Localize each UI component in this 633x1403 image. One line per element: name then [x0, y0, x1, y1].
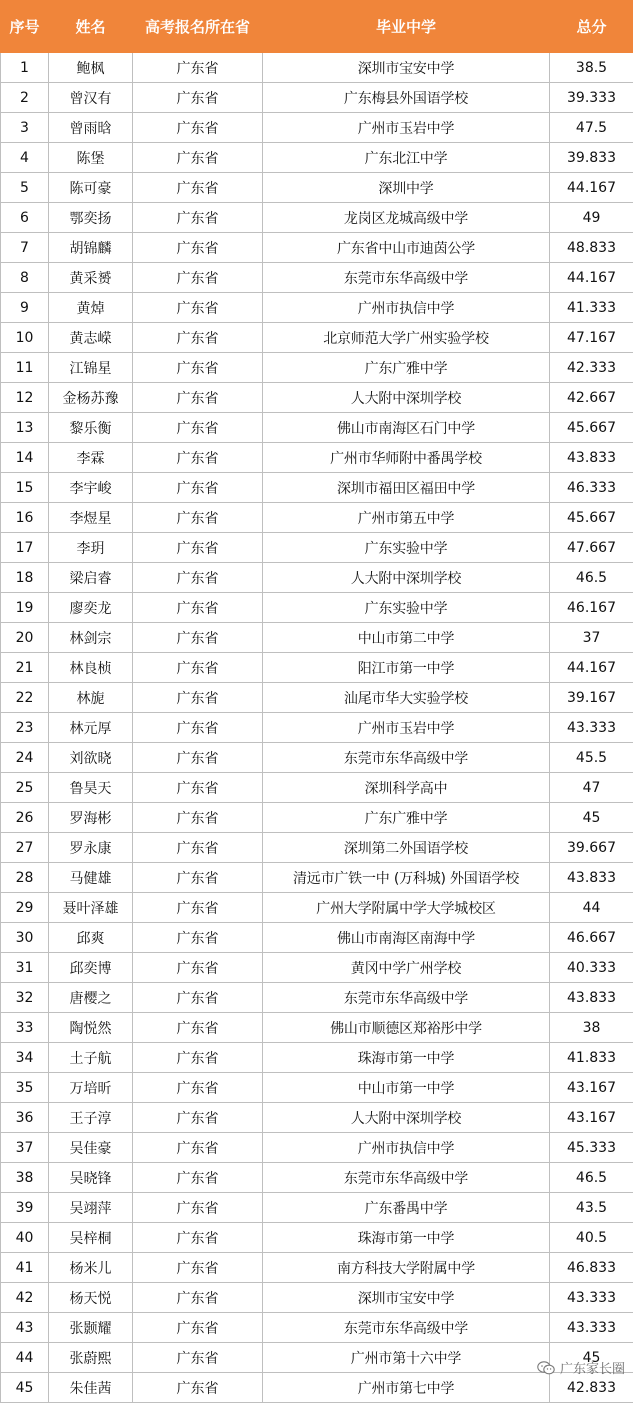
cell-score: 46.833: [550, 1253, 633, 1283]
cell-name: 王子淳: [49, 1103, 133, 1133]
cell-school: 深圳中学: [263, 173, 550, 203]
cell-school: 广东省中山市迪茵公学: [263, 233, 550, 263]
cell-province: 广东省: [133, 773, 263, 803]
cell-score: 46.667: [550, 923, 633, 953]
cell-index: 14: [1, 443, 49, 473]
cell-score: 43.167: [550, 1073, 633, 1103]
cell-index: 33: [1, 1013, 49, 1043]
table-row: [1, 1373, 633, 1403]
cell-index: 36: [1, 1103, 49, 1133]
cell-name: 黄焯: [49, 293, 133, 323]
cell-score: 47.667: [550, 533, 633, 563]
table-row: [1, 893, 633, 923]
cell-province: 广东省: [133, 1043, 263, 1073]
cell-score: 46.167: [550, 593, 633, 623]
cell-province: 广东省: [133, 953, 263, 983]
cell-school: 东莞市东华高级中学: [263, 983, 550, 1013]
table-row: [1, 1043, 633, 1073]
cell-score: 43.333: [550, 1283, 633, 1313]
cell-score: 46.333: [550, 473, 633, 503]
cell-school: 广东实验中学: [263, 533, 550, 563]
cell-index: 42: [1, 1283, 49, 1313]
cell-province: 广东省: [133, 1193, 263, 1223]
cell-school: 深圳第二外国语学校: [263, 833, 550, 863]
cell-score: 49: [550, 203, 633, 233]
cell-score: 37: [550, 623, 633, 653]
table-row: [1, 1313, 633, 1343]
table-row: [1, 983, 633, 1013]
table-row: [1, 233, 633, 263]
cell-score: 38: [550, 1013, 633, 1043]
cell-name: 林剑宗: [49, 623, 133, 653]
table-row: [1, 473, 633, 503]
cell-school: 清远市广铁一中 (万科城) 外国语学校: [263, 863, 550, 893]
cell-name: 杨米儿: [49, 1253, 133, 1283]
cell-index: 24: [1, 743, 49, 773]
table-row: [1, 1103, 633, 1133]
cell-name: 土子航: [49, 1043, 133, 1073]
cell-index: 1: [1, 53, 49, 83]
table-row: [1, 713, 633, 743]
cell-school: 人大附中深圳学校: [263, 1103, 550, 1133]
cell-province: 广东省: [133, 323, 263, 353]
cell-score: 45.333: [550, 1133, 633, 1163]
cell-index: 19: [1, 593, 49, 623]
cell-index: 22: [1, 683, 49, 713]
cell-name: 林元厚: [49, 713, 133, 743]
cell-school: 广东北江中学: [263, 143, 550, 173]
cell-index: 43: [1, 1313, 49, 1343]
cell-score: 40.333: [550, 953, 633, 983]
table-header: [1, 1, 633, 53]
cell-index: 35: [1, 1073, 49, 1103]
cell-school: 黄冈中学广州学校: [263, 953, 550, 983]
table-row: [1, 743, 633, 773]
cell-province: 广东省: [133, 1313, 263, 1343]
cell-school: 广东实验中学: [263, 593, 550, 623]
cell-index: 8: [1, 263, 49, 293]
cell-index: 29: [1, 893, 49, 923]
cell-school: 人大附中深圳学校: [263, 383, 550, 413]
cell-school: 深圳科学高中: [263, 773, 550, 803]
header-province: 高考报名所在省: [133, 1, 263, 53]
cell-name: 陶悦然: [49, 1013, 133, 1043]
cell-province: 广东省: [133, 143, 263, 173]
cell-province: 广东省: [133, 83, 263, 113]
cell-province: 广东省: [133, 413, 263, 443]
watermark-text: 广东家长圈: [559, 1362, 625, 1377]
cell-index: 30: [1, 923, 49, 953]
cell-school: 东莞市东华高级中学: [263, 743, 550, 773]
cell-name: 张颢耀: [49, 1313, 133, 1343]
cell-province: 广东省: [133, 1223, 263, 1253]
cell-index: 34: [1, 1043, 49, 1073]
table-row: [1, 623, 633, 653]
cell-province: 广东省: [133, 383, 263, 413]
table-row: [1, 143, 633, 173]
cell-school: 深圳市宝安中学: [263, 53, 550, 83]
cell-index: 31: [1, 953, 49, 983]
table-row: [1, 263, 633, 293]
cell-province: 广东省: [133, 743, 263, 773]
cell-index: 17: [1, 533, 49, 563]
cell-province: 广东省: [133, 1103, 263, 1133]
cell-name: 黄采赟: [49, 263, 133, 293]
cell-school: 中山市第一中学: [263, 1073, 550, 1103]
cell-province: 广东省: [133, 1013, 263, 1043]
cell-school: 珠海市第一中学: [263, 1043, 550, 1073]
cell-name: 胡锦麟: [49, 233, 133, 263]
cell-province: 广东省: [133, 1163, 263, 1193]
cell-score: 43.5: [550, 1193, 633, 1223]
cell-index: 44: [1, 1343, 49, 1373]
table-row: [1, 1133, 633, 1163]
cell-school: 东莞市东华高级中学: [263, 1163, 550, 1193]
cell-school: 广州市第十六中学: [263, 1343, 550, 1373]
table-row: [1, 1163, 633, 1193]
cell-province: 广东省: [133, 713, 263, 743]
cell-score: 46.5: [550, 563, 633, 593]
cell-score: 45: [550, 1343, 633, 1373]
cell-school: 广东广雅中学: [263, 803, 550, 833]
table-row: [1, 953, 633, 983]
cell-index: 6: [1, 203, 49, 233]
cell-index: 2: [1, 83, 49, 113]
cell-score: 48.833: [550, 233, 633, 263]
cell-index: 16: [1, 503, 49, 533]
cell-name: 邱爽: [49, 923, 133, 953]
cell-name: 罗永康: [49, 833, 133, 863]
cell-index: 28: [1, 863, 49, 893]
table-row: [1, 203, 633, 233]
cell-name: 黄志嵘: [49, 323, 133, 353]
table-row: [1, 353, 633, 383]
cell-index: 20: [1, 623, 49, 653]
cell-name: 鲍枫: [49, 53, 133, 83]
cell-province: 广东省: [133, 623, 263, 653]
table-row: [1, 323, 633, 353]
cell-score: 43.167: [550, 1103, 633, 1133]
cell-name: 李煜星: [49, 503, 133, 533]
cell-index: 18: [1, 563, 49, 593]
cell-province: 广东省: [133, 353, 263, 383]
header-school: 毕业中学: [263, 1, 550, 53]
cell-school: 深圳市宝安中学: [263, 1283, 550, 1313]
table-row: [1, 1343, 633, 1373]
cell-name: 鄂奕扬: [49, 203, 133, 233]
cell-name: 梁启睿: [49, 563, 133, 593]
cell-score: 44: [550, 893, 633, 923]
cell-name: 邱奕博: [49, 953, 133, 983]
table-row: [1, 1073, 633, 1103]
table-row: [1, 1253, 633, 1283]
cell-province: 广东省: [133, 893, 263, 923]
cell-score: 39.333: [550, 83, 633, 113]
cell-name: 吴晓锋: [49, 1163, 133, 1193]
cell-index: 25: [1, 773, 49, 803]
table-row: [1, 1223, 633, 1253]
cell-school: 广州市执信中学: [263, 1133, 550, 1163]
cell-index: 9: [1, 293, 49, 323]
cell-school: 广州市第七中学: [263, 1373, 550, 1403]
cell-score: 46.5: [550, 1163, 633, 1193]
cell-score: 39.833: [550, 143, 633, 173]
cell-name: 林旎: [49, 683, 133, 713]
cell-province: 广东省: [133, 863, 263, 893]
cell-score: 43.833: [550, 863, 633, 893]
cell-score: 44.167: [550, 263, 633, 293]
cell-name: 廖奕龙: [49, 593, 133, 623]
cell-index: 26: [1, 803, 49, 833]
cell-province: 广东省: [133, 233, 263, 263]
cell-index: 41: [1, 1253, 49, 1283]
cell-province: 广东省: [133, 563, 263, 593]
cell-school: 广东梅县外国语学校: [263, 83, 550, 113]
cell-score: 47.5: [550, 113, 633, 143]
cell-school: 佛山市南海区南海中学: [263, 923, 550, 953]
cell-province: 广东省: [133, 263, 263, 293]
cell-name: 李玥: [49, 533, 133, 563]
cell-score: 43.833: [550, 983, 633, 1013]
cell-index: 10: [1, 323, 49, 353]
cell-score: 45: [550, 803, 633, 833]
cell-province: 广东省: [133, 173, 263, 203]
cell-school: 汕尾市华大实验学校: [263, 683, 550, 713]
cell-province: 广东省: [133, 1373, 263, 1403]
table-row: [1, 53, 633, 83]
cell-score: 45.5: [550, 743, 633, 773]
cell-index: 39: [1, 1193, 49, 1223]
cell-name: 陈堡: [49, 143, 133, 173]
cell-province: 广东省: [133, 533, 263, 563]
cell-province: 广东省: [133, 923, 263, 953]
cell-score: 45.667: [550, 413, 633, 443]
cell-score: 42.833: [550, 1373, 633, 1403]
cell-school: 佛山市顺德区郑裕彤中学: [263, 1013, 550, 1043]
cell-school: 阳江市第一中学: [263, 653, 550, 683]
cell-index: 15: [1, 473, 49, 503]
cell-index: 13: [1, 413, 49, 443]
cell-index: 5: [1, 173, 49, 203]
table-row: [1, 113, 633, 143]
cell-index: 12: [1, 383, 49, 413]
cell-province: 广东省: [133, 1283, 263, 1313]
cell-school: 广州市执信中学: [263, 293, 550, 323]
table-row: [1, 503, 633, 533]
cell-school: 深圳市福田区福田中学: [263, 473, 550, 503]
cell-name: 唐樱之: [49, 983, 133, 1013]
table-row: [1, 923, 633, 953]
cell-school: 广东番禺中学: [263, 1193, 550, 1223]
cell-school: 广州大学附属中学大学城校区: [263, 893, 550, 923]
cell-name: 曾雨晗: [49, 113, 133, 143]
cell-index: 38: [1, 1163, 49, 1193]
cell-name: 李宇峻: [49, 473, 133, 503]
cell-score: 47: [550, 773, 633, 803]
cell-school: 广州市玉岩中学: [263, 113, 550, 143]
cell-school: 珠海市第一中学: [263, 1223, 550, 1253]
table-row: [1, 173, 633, 203]
header-score: 总分: [550, 1, 633, 53]
cell-name: 李霖: [49, 443, 133, 473]
table-row: [1, 803, 633, 833]
cell-name: 曾汉有: [49, 83, 133, 113]
cell-school: 人大附中深圳学校: [263, 563, 550, 593]
cell-province: 广东省: [133, 653, 263, 683]
cell-school: 中山市第二中学: [263, 623, 550, 653]
table-row: [1, 773, 633, 803]
cell-name: 马健雄: [49, 863, 133, 893]
cell-index: 7: [1, 233, 49, 263]
cell-score: 39.667: [550, 833, 633, 863]
table-row: [1, 533, 633, 563]
cell-index: 21: [1, 653, 49, 683]
cell-school: 北京师范大学广州实验学校: [263, 323, 550, 353]
cell-name: 吴翊萍: [49, 1193, 133, 1223]
cell-name: 江锦星: [49, 353, 133, 383]
cell-index: 32: [1, 983, 49, 1013]
cell-score: 43.333: [550, 713, 633, 743]
cell-name: 刘欲晓: [49, 743, 133, 773]
table-row: [1, 863, 633, 893]
cell-score: 44.167: [550, 653, 633, 683]
cell-score: 45.667: [550, 503, 633, 533]
table-row: [1, 413, 633, 443]
cell-name: 林良桢: [49, 653, 133, 683]
cell-score: 43.333: [550, 1313, 633, 1343]
cell-school: 南方科技大学附属中学: [263, 1253, 550, 1283]
cell-name: 朱佳茜: [49, 1373, 133, 1403]
cell-province: 广东省: [133, 473, 263, 503]
table-row: [1, 1013, 633, 1043]
cell-name: 吴梓桐: [49, 1223, 133, 1253]
cell-name: 罗海彬: [49, 803, 133, 833]
cell-province: 广东省: [133, 293, 263, 323]
cell-province: 广东省: [133, 203, 263, 233]
table-row: [1, 83, 633, 113]
cell-province: 广东省: [133, 443, 263, 473]
table-row: [1, 293, 633, 323]
cell-province: 广东省: [133, 683, 263, 713]
cell-index: 23: [1, 713, 49, 743]
table-row: [1, 443, 633, 473]
cell-school: 广州市第五中学: [263, 503, 550, 533]
cell-name: 杨天悦: [49, 1283, 133, 1313]
cell-score: 42.667: [550, 383, 633, 413]
cell-name: 黎乐衡: [49, 413, 133, 443]
cell-province: 广东省: [133, 803, 263, 833]
cell-name: 金杨苏豫: [49, 383, 133, 413]
cell-school: 广州市玉岩中学: [263, 713, 550, 743]
cell-province: 广东省: [133, 113, 263, 143]
cell-score: 47.167: [550, 323, 633, 353]
cell-score: 42.333: [550, 353, 633, 383]
cell-score: 40.5: [550, 1223, 633, 1253]
cell-name: 吴佳豪: [49, 1133, 133, 1163]
table-row: [1, 563, 633, 593]
cell-score: 41.833: [550, 1043, 633, 1073]
cell-index: 4: [1, 143, 49, 173]
cell-score: 41.333: [550, 293, 633, 323]
table-row: [1, 683, 633, 713]
cell-index: 3: [1, 113, 49, 143]
cell-province: 广东省: [133, 593, 263, 623]
table-row: [1, 833, 633, 863]
cell-score: 38.5: [550, 53, 633, 83]
cell-index: 40: [1, 1223, 49, 1253]
table-row: [1, 653, 633, 683]
cell-name: 陈可豪: [49, 173, 133, 203]
cell-index: 45: [1, 1373, 49, 1403]
cell-school: 东莞市东华高级中学: [263, 1313, 550, 1343]
cell-index: 11: [1, 353, 49, 383]
cell-province: 广东省: [133, 53, 263, 83]
table-row: [1, 593, 633, 623]
table-body: [1, 53, 633, 1403]
cell-school: 佛山市南海区石门中学: [263, 413, 550, 443]
cell-school: 广东广雅中学: [263, 353, 550, 383]
cell-school: 龙岗区龙城高级中学: [263, 203, 550, 233]
cell-school: 东莞市东华高级中学: [263, 263, 550, 293]
table-row: [1, 1283, 633, 1313]
cell-score: 44.167: [550, 173, 633, 203]
header-index: 序号: [1, 1, 49, 53]
cell-school: 广州市华师附中番禺学校: [263, 443, 550, 473]
cell-score: 39.167: [550, 683, 633, 713]
header-name: 姓名: [49, 1, 133, 53]
cell-score: 43.833: [550, 443, 633, 473]
cell-province: 广东省: [133, 503, 263, 533]
cell-province: 广东省: [133, 833, 263, 863]
cell-index: 37: [1, 1133, 49, 1163]
table-row: [1, 1193, 633, 1223]
cell-province: 广东省: [133, 1343, 263, 1373]
table-row: [1, 383, 633, 413]
cell-index: 27: [1, 833, 49, 863]
cell-province: 广东省: [133, 1073, 263, 1103]
cell-province: 广东省: [133, 983, 263, 1013]
cell-name: 聂叶泽雄: [49, 893, 133, 923]
cell-name: 鲁昊天: [49, 773, 133, 803]
header-row: [1, 1, 633, 53]
cell-province: 广东省: [133, 1133, 263, 1163]
cell-province: 广东省: [133, 1253, 263, 1283]
cell-name: 万培昕: [49, 1073, 133, 1103]
cell-name: 张蔚熙: [49, 1343, 133, 1373]
